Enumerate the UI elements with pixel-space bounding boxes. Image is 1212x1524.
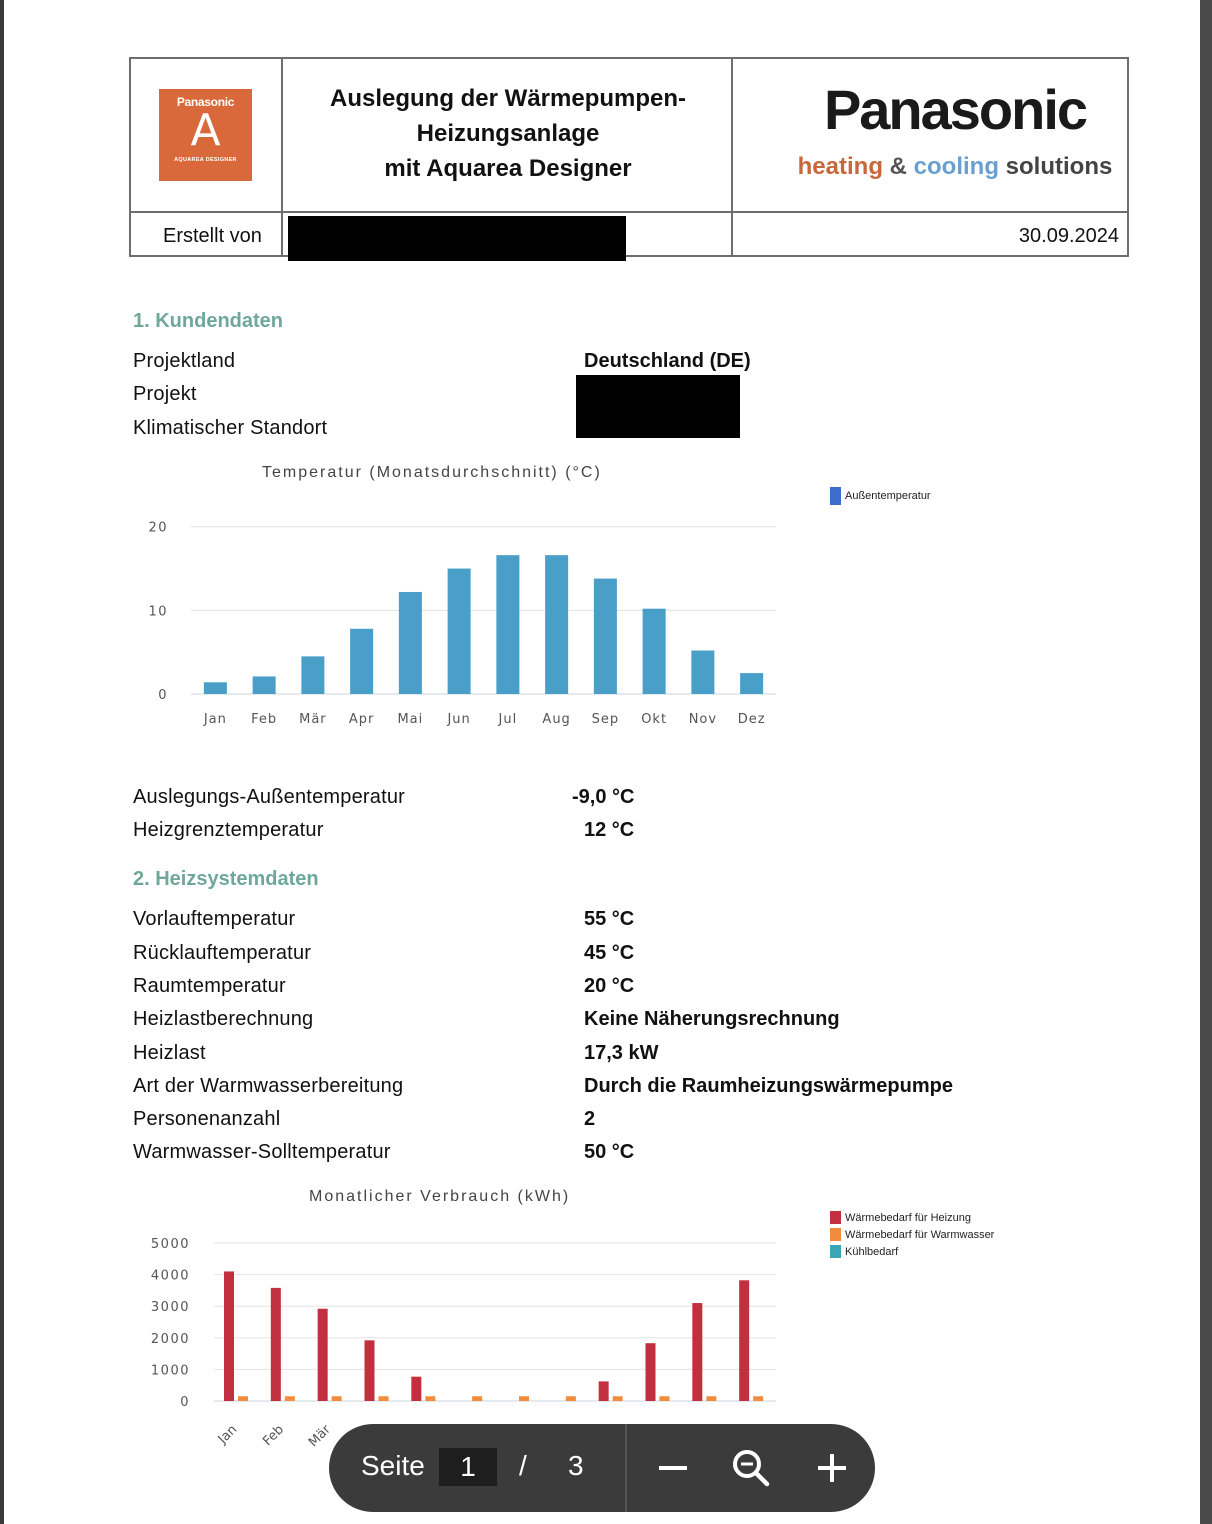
- temperature-bar: [204, 682, 227, 694]
- brand-tagline: [795, 153, 1115, 181]
- field-value: 45 °C: [584, 942, 635, 964]
- section-heading: 1. Kundendaten: [133, 310, 284, 332]
- total-pages: 3: [568, 1450, 584, 1481]
- page-label: Seite: [361, 1450, 425, 1481]
- panasonic-logo: Panasonic: [823, 78, 1087, 141]
- x-tick-label: Apr: [348, 712, 375, 727]
- minus-icon: [647, 1442, 699, 1494]
- pdf-viewer-toolbar: [329, 1424, 875, 1512]
- field-value: 50 °C: [584, 1141, 635, 1163]
- y-tick-label: 5000: [150, 1237, 190, 1252]
- field-value: -9,0 °C: [572, 786, 635, 808]
- x-tick-label: Mär: [299, 712, 327, 727]
- x-tick-label: Jan: [215, 1422, 241, 1448]
- tagline-word: heating: [797, 153, 883, 180]
- field-label: Warmwasser-Solltemperatur: [133, 1141, 391, 1163]
- legend-label: Außentemperatur: [845, 490, 931, 502]
- title-line: mit Aquarea Designer: [384, 155, 632, 182]
- x-tick-label: Feb: [251, 712, 278, 727]
- x-tick-label: Mai: [397, 712, 424, 727]
- x-tick-label: Sep: [591, 712, 620, 727]
- field-label: Auslegungs-Außentemperatur: [133, 786, 406, 808]
- consumption-bar: [566, 1396, 576, 1401]
- consumption-bar: [739, 1280, 749, 1401]
- consumption-bar: [472, 1396, 482, 1401]
- temperature-bar: [301, 656, 324, 694]
- field-value: 2: [584, 1108, 596, 1130]
- consumption-bar: [646, 1343, 656, 1401]
- y-tick-label: 2000: [150, 1331, 190, 1347]
- consumption-bar: [599, 1381, 609, 1401]
- consumption-bar: [706, 1396, 716, 1401]
- temperature-chart: [124, 500, 784, 740]
- tagline-word: solutions: [1005, 153, 1113, 180]
- legend-swatch: [830, 487, 841, 505]
- temperature-bar: [448, 569, 471, 694]
- field-label: Raumtemperatur: [133, 975, 286, 997]
- logo-subtitle: AQUAREA DESIGNER: [174, 157, 237, 163]
- legend-item: [830, 1245, 898, 1258]
- field-label: Heizlast: [133, 1042, 206, 1064]
- field-value: 17,3 kW: [584, 1042, 659, 1064]
- title-line: Heizungsanlage: [416, 120, 600, 147]
- y-tick-label: 4000: [150, 1268, 190, 1284]
- title-line: Auslegung der Wärmepumpen-: [329, 85, 687, 112]
- viewer-scroll-area[interactable]: [1200, 0, 1212, 1524]
- field-value: 55 °C: [584, 908, 635, 930]
- temperature-bar: [691, 651, 714, 694]
- plus-icon: [806, 1442, 858, 1494]
- field-value: 20 °C: [584, 975, 635, 997]
- temperature-bar: [399, 592, 422, 694]
- x-tick-label: Mär: [305, 1422, 334, 1451]
- y-tick-label: 0: [158, 688, 168, 703]
- field-label: Projektland: [133, 350, 236, 372]
- zoom-button[interactable]: [725, 1442, 777, 1494]
- consumption-bar: [271, 1288, 281, 1401]
- field-label: Rücklauftemperatur: [133, 942, 312, 964]
- field-label: Projekt: [133, 383, 197, 405]
- legend-label: Kühlbedarf: [845, 1245, 899, 1258]
- document-title: [283, 81, 733, 186]
- x-tick-label: Okt: [641, 712, 668, 727]
- temperature-bar: [350, 629, 373, 694]
- legend-label: Wärmebedarf für Warmwasser: [845, 1228, 995, 1241]
- tagline-word: &: [889, 153, 907, 180]
- legend-swatch: [830, 1228, 841, 1241]
- x-tick-label: Jun: [447, 712, 471, 727]
- consumption-bar: [411, 1377, 421, 1401]
- section-heading: 2. Heizsystemdaten: [133, 868, 319, 890]
- legend-item: [830, 487, 931, 505]
- divider: [131, 211, 1127, 213]
- field-value: 12 °C: [584, 819, 635, 841]
- y-tick-label: 1000: [150, 1363, 190, 1379]
- consumption-bar: [285, 1396, 295, 1401]
- field-label: Vorlauftemperatur: [133, 908, 296, 930]
- field-label: Heizlastberechnung: [133, 1008, 314, 1030]
- consumption-bar: [660, 1396, 670, 1401]
- legend-swatch: [830, 1245, 841, 1258]
- redacted-project: [576, 375, 740, 438]
- field-value: Deutschland (DE): [584, 350, 751, 372]
- zoom-in-button[interactable]: [806, 1442, 858, 1494]
- header-table: [129, 57, 1129, 257]
- y-tick-label: 10: [148, 604, 168, 620]
- legend-swatch: [830, 1211, 841, 1224]
- x-tick-label: Aug: [542, 712, 571, 727]
- consumption-bar: [425, 1396, 435, 1401]
- created-by-label: Erstellt von: [163, 225, 262, 247]
- consumption-bar: [238, 1396, 248, 1401]
- document-page: [4, 0, 1200, 1524]
- aquarea-designer-logo: [159, 89, 252, 181]
- temperature-bar: [253, 676, 276, 694]
- x-tick-label: Dez: [737, 712, 766, 727]
- consumption-bar: [519, 1396, 529, 1401]
- consumption-bar: [318, 1309, 328, 1401]
- field-label: Personenanzahl: [133, 1108, 281, 1130]
- chart-title: Temperatur (Monatsdurchschnitt) (°C): [262, 464, 602, 481]
- temperature-bar: [496, 555, 519, 694]
- field-label: Heizgrenztemperatur: [133, 819, 324, 841]
- tagline-word: cooling: [913, 153, 999, 180]
- current-page-input[interactable]: 1: [439, 1448, 497, 1486]
- field-value: Durch die Raumheizungswärmepumpe: [584, 1075, 953, 1097]
- x-tick-label: Feb: [260, 1422, 288, 1450]
- consumption-bar: [379, 1396, 389, 1401]
- temperature-bar: [643, 609, 666, 694]
- y-tick-label: 0: [180, 1395, 190, 1410]
- legend-item: [830, 1228, 994, 1241]
- y-tick-label: 20: [148, 520, 168, 536]
- logo-a-glyph: A: [190, 105, 221, 156]
- consumption-bar: [224, 1271, 234, 1401]
- magnifier-minus-icon: [725, 1442, 777, 1494]
- x-tick-label: Nov: [688, 712, 718, 727]
- logo-brand-text: Panasonic: [176, 95, 235, 109]
- legend-item: [830, 1211, 971, 1224]
- y-tick-label: 3000: [150, 1300, 190, 1316]
- consumption-bar: [692, 1303, 702, 1401]
- temperature-bar: [545, 555, 568, 694]
- temperature-bar: [740, 673, 763, 694]
- zoom-out-button[interactable]: [647, 1442, 699, 1494]
- temperature-bar: [594, 579, 617, 694]
- x-tick-label: Jan: [203, 712, 227, 727]
- consumption-bar: [753, 1396, 763, 1401]
- consumption-bar: [613, 1396, 623, 1401]
- report-date: 30.09.2024: [1018, 225, 1119, 247]
- consumption-bar: [365, 1340, 375, 1401]
- legend-label: Wärmebedarf für Heizung: [845, 1211, 971, 1224]
- chart-title: Monatlicher Verbrauch (kWh): [309, 1188, 571, 1205]
- field-label: Klimatischer Standort: [133, 417, 328, 439]
- toolbar-divider: [625, 1424, 627, 1512]
- field-label: Art der Warmwasserbereitung: [133, 1075, 404, 1097]
- page-separator: /: [519, 1450, 527, 1481]
- redacted-creator: [288, 216, 626, 261]
- consumption-bar: [332, 1396, 342, 1401]
- x-tick-label: Jul: [498, 712, 518, 727]
- field-value: Keine Näherungsrechnung: [584, 1008, 840, 1030]
